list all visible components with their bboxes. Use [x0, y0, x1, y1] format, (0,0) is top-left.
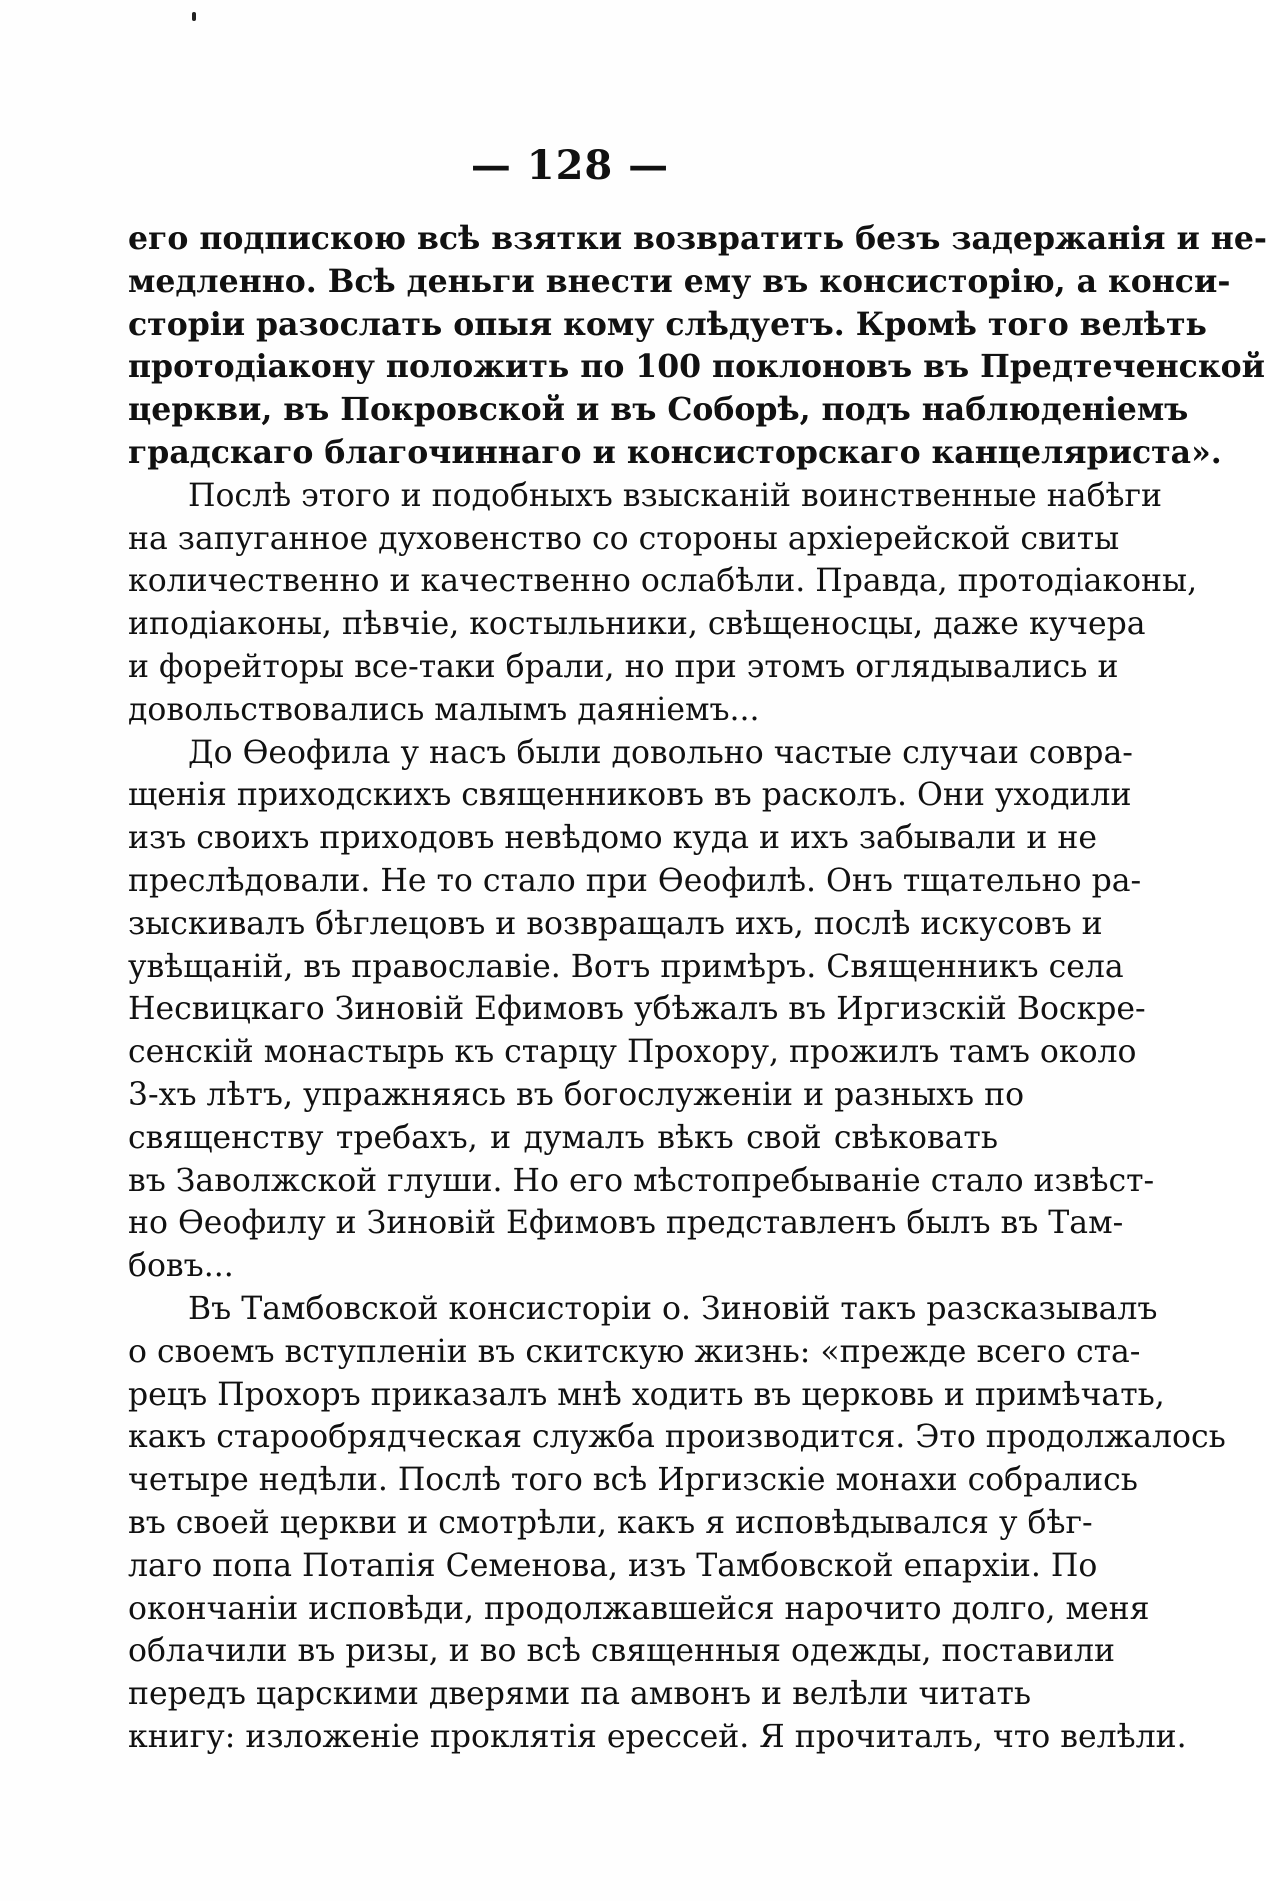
text-line: книгу: изложеніе проклятія ерессей. Я прочиталъ, что велѣли.	[128, 1718, 1187, 1755]
text-line: но Өеофилу и Зиновій Ефимовъ представленъ былъ въ Там-	[128, 1205, 1124, 1242]
text-line: увѣщаній, въ православіе. Вотъ примѣръ. Священникъ села	[128, 948, 1124, 985]
text-line: преслѣдовали. Не то стало при Өеофилѣ. Онъ тщательно ра-	[128, 862, 1142, 899]
text-line: передъ царскими дверями па амвонъ и велѣли читать	[128, 1676, 1032, 1713]
text-line: церкви, въ Покровской и въ Соборѣ, подъ наблюденіемъ	[128, 391, 1189, 429]
text-line: облачили въ ризы, и во всѣ священныя одежды, поставили	[128, 1633, 1116, 1670]
text-line: До Өеофила у насъ были довольно частые случаи совра-	[188, 734, 1133, 771]
body-text	[128, 218, 1267, 1759]
text-line: медленно. Всѣ деньги внести ему въ консисторію, а конси-	[128, 262, 1231, 300]
text-line: какъ старообрядческая служба производится. Это продолжалось	[128, 1419, 1226, 1456]
print-speck	[192, 12, 196, 21]
text-line: изъ своихъ приходовъ невѣдомо куда и ихъ забывали и не	[128, 820, 1098, 857]
text-line: 3-хъ лѣтъ, упражняясь въ богослуженіи и разныхъ по	[128, 1076, 1025, 1113]
text-line: протодіакону положить по 100 поклоновъ въ Предтеченской	[128, 348, 1265, 386]
text-line: рецъ Прохоръ приказалъ мнѣ ходить въ церковь и примѣчать,	[128, 1376, 1165, 1413]
text-line: иподіаконы, пѣвчіе, костыльники, свѣщеносцы, даже кучера	[128, 606, 1146, 643]
text-line: Несвицкаго Зиновій Ефимовъ убѣжалъ въ Иргизскій Воскре-	[128, 991, 1146, 1028]
text-line: о своемъ вступленіи въ скитскую жизнь: «прежде всего ста-	[128, 1333, 1141, 1370]
text-line: довольствовались малымъ даяніемъ...	[128, 691, 760, 728]
text-line: священству требахъ, и думалъ вѣкъ свой свѣковать	[128, 1119, 998, 1156]
text-line: градскаго благочиннаго и консисторскаго канцеляриста».	[128, 433, 1222, 471]
text-line: количественно и качественно ослабѣли. Правда, протодіаконы,	[128, 563, 1198, 600]
text-line: въ своей церкви и смотрѣли, какъ я исповѣдывался у бѣг-	[128, 1504, 1093, 1541]
text-line: Послѣ этого и подобныхъ взысканій воинственные набѣги	[188, 477, 1163, 514]
text-line: на запуганное духовенство со стороны архіерейской свиты	[128, 520, 1120, 557]
text-line: щенія приходскихъ священниковъ въ расколъ. Они уходили	[128, 777, 1132, 814]
text-line: въ Заволжской глуши. Но его мѣстопребываніе стало извѣст-	[128, 1162, 1155, 1199]
text-line: четыре недѣли. Послѣ того всѣ Иргизскіе монахи собрались	[128, 1462, 1138, 1499]
text-line: Въ Тамбовской консисторіи о. Зиновій такъ разсказывалъ	[188, 1290, 1158, 1327]
text-line: окончаніи исповѣди, продолжавшейся нарочито долго, меня	[128, 1590, 1150, 1627]
page-number: — 128 —	[470, 142, 670, 189]
text-line: бовъ...	[128, 1248, 234, 1285]
text-line: его подпискою всѣ взятки возвратить безъ задержанія и не-	[128, 220, 1267, 257]
text-line: зыскивалъ бѣглецовъ и возвращалъ ихъ, послѣ искусовъ и	[128, 905, 1103, 942]
text-line: сенскій монастырь къ старцу Прохору, прожилъ тамъ около	[128, 1034, 1137, 1071]
text-line: сторіи разослать опыя кому слѣдуетъ. Кромѣ того велѣть	[128, 305, 1207, 343]
text-line: и форейторы все-таки брали, но при этомъ оглядывались и	[128, 648, 1119, 685]
text-line: лаго попа Потапія Семенова, изъ Тамбовской епархіи. По	[128, 1547, 1098, 1584]
